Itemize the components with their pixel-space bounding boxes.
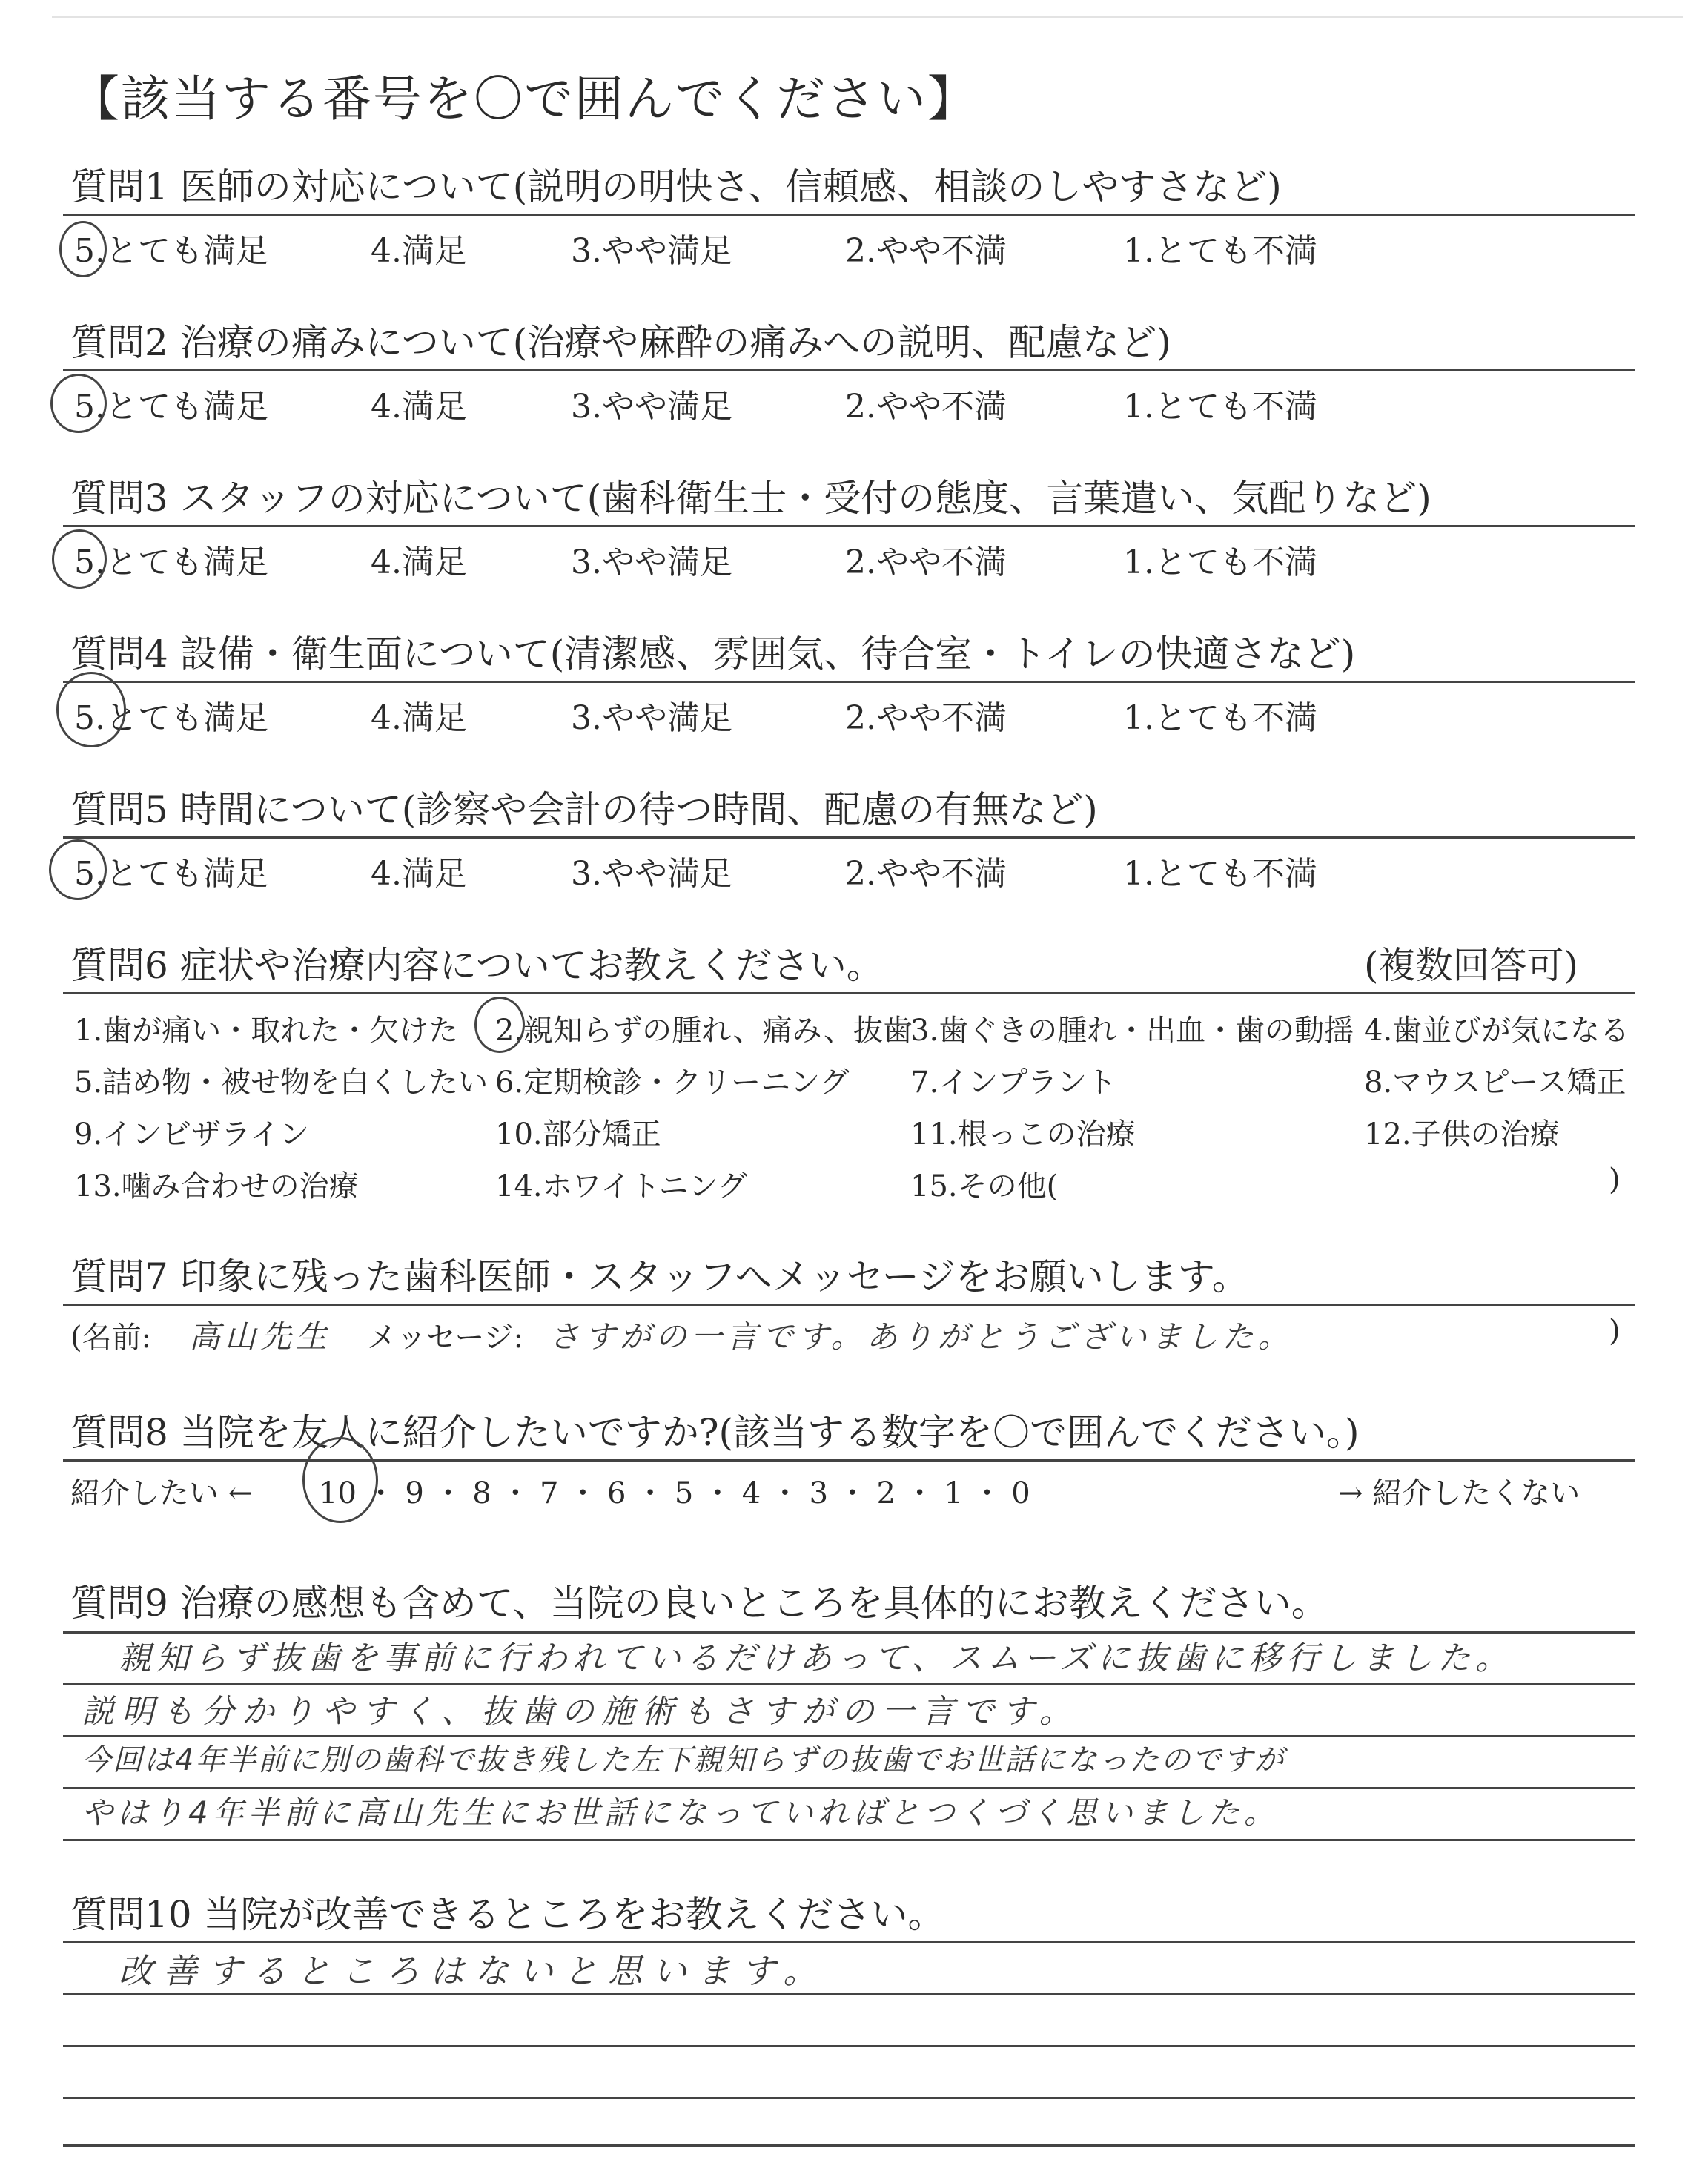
q7-name-handwritten: 高山先生 — [189, 1318, 332, 1355]
q1-option-4[interactable]: 4.満足 — [371, 232, 467, 270]
question-8-rule — [63, 1459, 1635, 1462]
q6-option-13[interactable]: 13.噛み合わせの治療 — [74, 1169, 359, 1203]
q6-option-3[interactable]: 3.歯ぐきの腫れ・出血・歯の動揺 — [910, 1014, 1354, 1048]
q5-option-5[interactable]: 5.とても満足 — [74, 855, 268, 893]
q6-option-7[interactable]: 7.インプラント — [910, 1066, 1117, 1100]
q6-option-6[interactable]: 6.定期検診・クリーニング — [495, 1066, 850, 1100]
q9-handwritten-line-2: 説明も分かりやすく、抜歯の施術もさすがの一言です。 — [82, 1693, 1079, 1731]
question-6-label: 質問6 症状や治療内容についてお教えください。 — [70, 944, 884, 987]
q6-option-5[interactable]: 5.詰め物・被せ物を白くしたい — [74, 1066, 489, 1100]
q10-rule-2 — [63, 1993, 1635, 1995]
q4-selected-circle — [56, 672, 126, 747]
q6-option-8[interactable]: 8.マウスピース矯正 — [1364, 1066, 1626, 1100]
q2-option-5[interactable]: 5.とても満足 — [74, 388, 268, 426]
question-9-label: 質問9 治療の感想も含めて、当院の良いところを具体的にお教えください。 — [70, 1582, 1328, 1625]
question-5-rule — [63, 836, 1635, 839]
q2-selected-circle — [50, 374, 107, 433]
q6-option-14[interactable]: 14.ホワイトニング — [495, 1169, 748, 1203]
q9-handwritten-line-3: 今回は4年半前に別の歯科で抜き残した左下親知らずの抜歯でお世話になったのですが — [82, 1743, 1285, 1777]
question-7-rule — [63, 1304, 1635, 1306]
q1-option-5[interactable]: 5.とても満足 — [74, 232, 268, 270]
q6-option-15[interactable]: 15.その他( — [910, 1169, 1059, 1203]
question-6-note: (複数回答可) — [1364, 944, 1579, 987]
q8-selected-circle — [302, 1437, 378, 1523]
q6-selected-circle — [474, 997, 525, 1053]
q3-option-2[interactable]: 2.やや不満 — [845, 544, 1007, 581]
q4-option-3[interactable]: 3.やや満足 — [571, 699, 732, 737]
question-4-label: 質問4 設備・衛生面について(清潔感、雰囲気、待合室・トイレの快適さなど) — [70, 633, 1356, 676]
q6-option-12[interactable]: 12.子供の治療 — [1364, 1117, 1560, 1152]
q10-rule-3 — [63, 2045, 1635, 2047]
q9-rule-5 — [63, 1839, 1635, 1841]
q3-option-4[interactable]: 4.満足 — [371, 544, 467, 581]
q3-option-3[interactable]: 3.やや満足 — [571, 544, 732, 581]
question-10-label: 質問10 当院が改善できるところをお教えください。 — [70, 1893, 945, 1936]
q7-message-prefix: メッセージ: — [367, 1321, 524, 1355]
q2-option-3[interactable]: 3.やや満足 — [571, 388, 732, 426]
q6-option-2[interactable]: 2.親知らずの腫れ、痛み、抜歯 — [495, 1014, 913, 1048]
q8-right-label: → 紹介したくない — [1338, 1476, 1580, 1510]
q5-option-1[interactable]: 1.とても不満 — [1123, 855, 1317, 893]
q3-selected-circle — [52, 529, 107, 589]
q9-handwritten-line-1: 親知らず抜歯を事前に行われているだけあって、スムーズに抜歯に移行しました。 — [119, 1639, 1514, 1677]
q10-rule-5 — [63, 2144, 1635, 2147]
q6-option-10[interactable]: 10.部分矯正 — [495, 1117, 661, 1152]
q2-option-4[interactable]: 4.満足 — [371, 388, 467, 426]
q8-left-label: 紹介したい ← — [70, 1476, 254, 1510]
q7-name-prefix: (名前: — [70, 1321, 152, 1355]
question-3-rule — [63, 525, 1635, 527]
question-6-rule — [63, 992, 1635, 994]
q5-option-3[interactable]: 3.やや満足 — [571, 855, 732, 893]
q6-option-11[interactable]: 11.根っこの治療 — [910, 1117, 1136, 1152]
q2-option-1[interactable]: 1.とても不満 — [1123, 388, 1317, 426]
question-1-label: 質問1 医師の対応について(説明の明快さ、信頼感、相談のしやすさなど) — [70, 165, 1282, 208]
q6-option-9[interactable]: 9.インビザライン — [74, 1117, 309, 1152]
q5-option-4[interactable]: 4.満足 — [371, 855, 467, 893]
question-8-label: 質問8 当院を友人に紹介したいですか?(該当する数字を〇で囲んでください。) — [70, 1411, 1360, 1454]
q1-option-3[interactable]: 3.やや満足 — [571, 232, 732, 270]
top-border — [52, 16, 1683, 18]
q10-rule-1 — [63, 1941, 1635, 1943]
q6-option-4[interactable]: 4.歯並びが気になる — [1364, 1014, 1630, 1048]
question-7-label: 質問7 印象に残った歯科医師・スタッフへメッセージをお願いします。 — [70, 1255, 1249, 1298]
q3-option-1[interactable]: 1.とても不満 — [1123, 544, 1317, 581]
question-5-label: 質問5 時間について(診察や会計の待つ時間、配慮の有無など) — [70, 788, 1098, 831]
q4-option-5[interactable]: 5.とても満足 — [74, 699, 268, 737]
q1-option-2[interactable]: 2.やや不満 — [845, 232, 1007, 270]
form-title: 【該当する番号を〇で囲んでください】 — [70, 70, 978, 128]
q7-message-handwritten: さすがの一言です。ありがとうございました。 — [549, 1318, 1294, 1355]
q6-option-15-close: ) — [1609, 1163, 1621, 1197]
q5-selected-circle — [49, 839, 107, 900]
question-4-rule — [63, 681, 1635, 683]
q1-selected-circle — [59, 221, 107, 277]
question-1-rule — [63, 214, 1635, 216]
q1-option-1[interactable]: 1.とても不満 — [1123, 232, 1317, 270]
q2-option-2[interactable]: 2.やや不満 — [845, 388, 1007, 426]
question-3-label: 質問3 スタッフの対応について(歯科衛生士・受付の態度、言葉遣い、気配りなど) — [70, 477, 1431, 520]
q4-option-1[interactable]: 1.とても不満 — [1123, 699, 1317, 737]
q10-handwritten-line-1: 改善するところはないと思います。 — [119, 1951, 828, 1991]
q4-option-2[interactable]: 2.やや不満 — [845, 699, 1007, 737]
q4-option-4[interactable]: 4.満足 — [371, 699, 467, 737]
q8-scale[interactable]: 10 ・ 9 ・ 8 ・ 7 ・ 6 ・ 5 ・ 4 ・ 3 ・ 2 ・ 1 ・ 0 — [319, 1476, 1030, 1510]
question-2-rule — [63, 369, 1635, 371]
q3-option-5[interactable]: 5.とても満足 — [74, 544, 268, 581]
q10-rule-4 — [63, 2097, 1635, 2099]
q5-option-2[interactable]: 2.やや不満 — [845, 855, 1007, 893]
question-2-label: 質問2 治療の痛みについて(治療や麻酔の痛みへの説明、配慮など) — [70, 321, 1171, 364]
q7-close-paren: ) — [1609, 1314, 1621, 1348]
q6-option-1[interactable]: 1.歯が痛い・取れた・欠けた — [74, 1014, 459, 1048]
q9-handwritten-line-4: やはり4年半前に高山先生にお世話になっていればとつくづく思いました。 — [82, 1794, 1280, 1831]
